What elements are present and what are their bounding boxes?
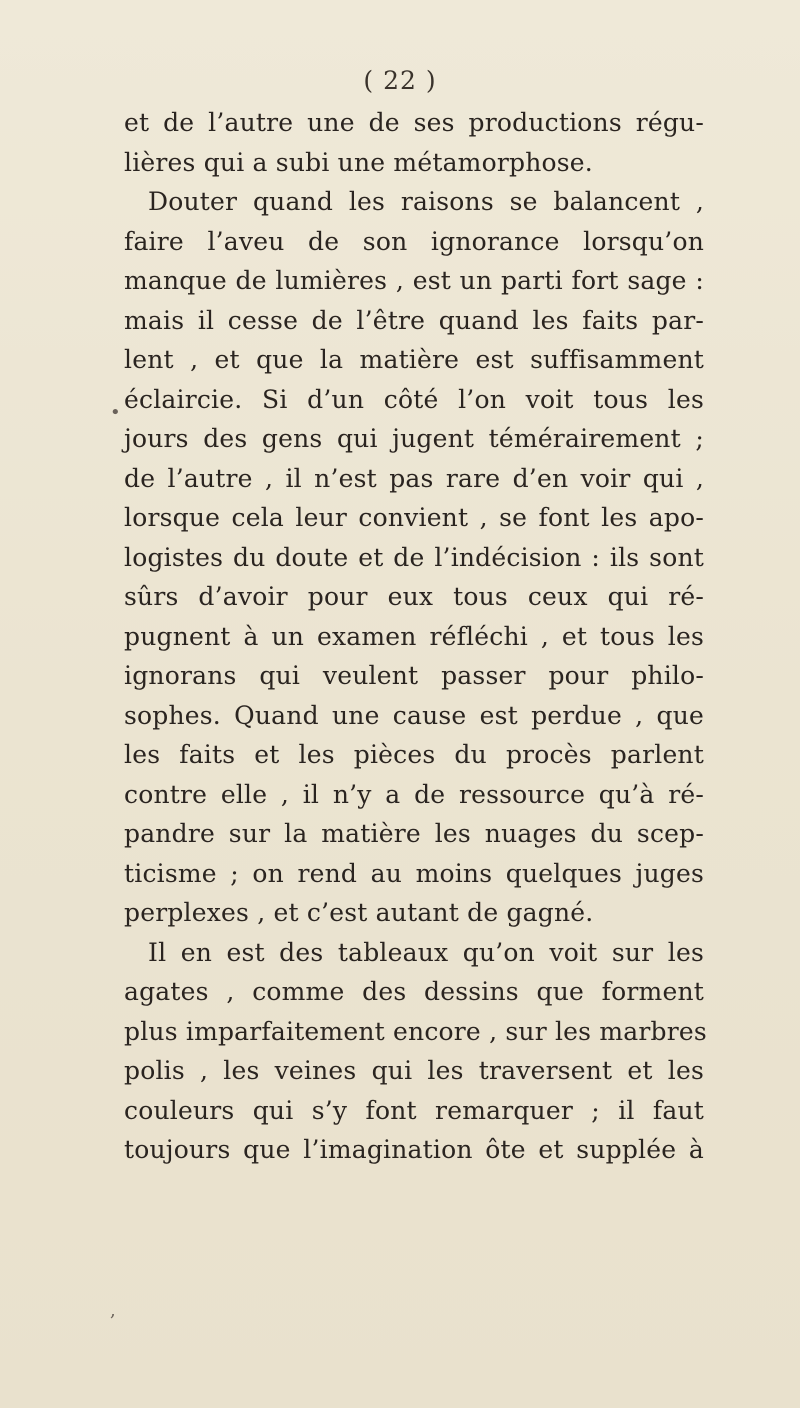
text-line: pugnent à un examen réfléchi , et tous les <box>124 621 704 651</box>
text-line: les faits et les pièces du procès parlent <box>124 740 704 769</box>
text-line: jours des gens qui jugent témérairement ; <box>124 424 704 453</box>
margin-mark: • <box>110 402 121 423</box>
text-line: couleurs qui s’y font remarquer ; il faut <box>124 1095 704 1125</box>
text-line: ignorans qui veulent passer pour philo- <box>124 661 704 690</box>
text-line: éclaircie. Si d’un côté l’on voit tous les <box>124 384 704 414</box>
text-line: sophes. Quand une cause est perdue , que <box>124 700 704 730</box>
text-line: et de l’autre une de ses productions régu- <box>124 108 704 137</box>
text-line: toujours que l’imagination ôte et supplée à <box>124 1135 704 1164</box>
text-line: lières qui a subi une métamorphose. <box>124 147 593 177</box>
body-text <box>124 103 707 1170</box>
text-line: Il en est des tableaux qu’on voit sur les <box>148 937 704 967</box>
text-line: agates , comme des dessins que forment <box>124 977 704 1006</box>
page-number: ( 22 ) <box>363 66 437 95</box>
text-line: plus imparfaitement encore , sur les marbres <box>124 1016 707 1046</box>
text-line: sûrs d’avoir pour eux tous ceux qui ré- <box>124 582 704 611</box>
text-line: mais il cesse de l’être quand les faits par- <box>124 305 704 335</box>
text-line: logistes du doute et de l’indécision : ils sont <box>124 542 704 572</box>
text-line: polis , les veines qui les traversent et les <box>124 1056 704 1085</box>
text-line: Douter quand les raisons se balancent , <box>148 187 704 216</box>
text-line: lorsque cela leur convient , se font les apo- <box>124 503 704 532</box>
margin-mark: , <box>110 1300 116 1321</box>
text-line: de l’autre , il n’est pas rare d’en voir qui , <box>124 463 704 493</box>
text-line: manque de lumières , est un parti fort sage : <box>124 266 704 295</box>
text-line: ticisme ; on rend au moins quelques juges <box>124 858 704 888</box>
text-line: contre elle , il n’y a de ressource qu’à ré- <box>124 779 704 809</box>
text-line: pandre sur la matière les nuages du scep- <box>124 819 704 848</box>
text-line: lent , et que la matière est suffisamment <box>124 345 704 374</box>
text-line: perplexes , et c’est autant de gagné. <box>124 898 594 927</box>
text-line: faire l’aveu de son ignorance lorsqu’on <box>124 226 704 256</box>
